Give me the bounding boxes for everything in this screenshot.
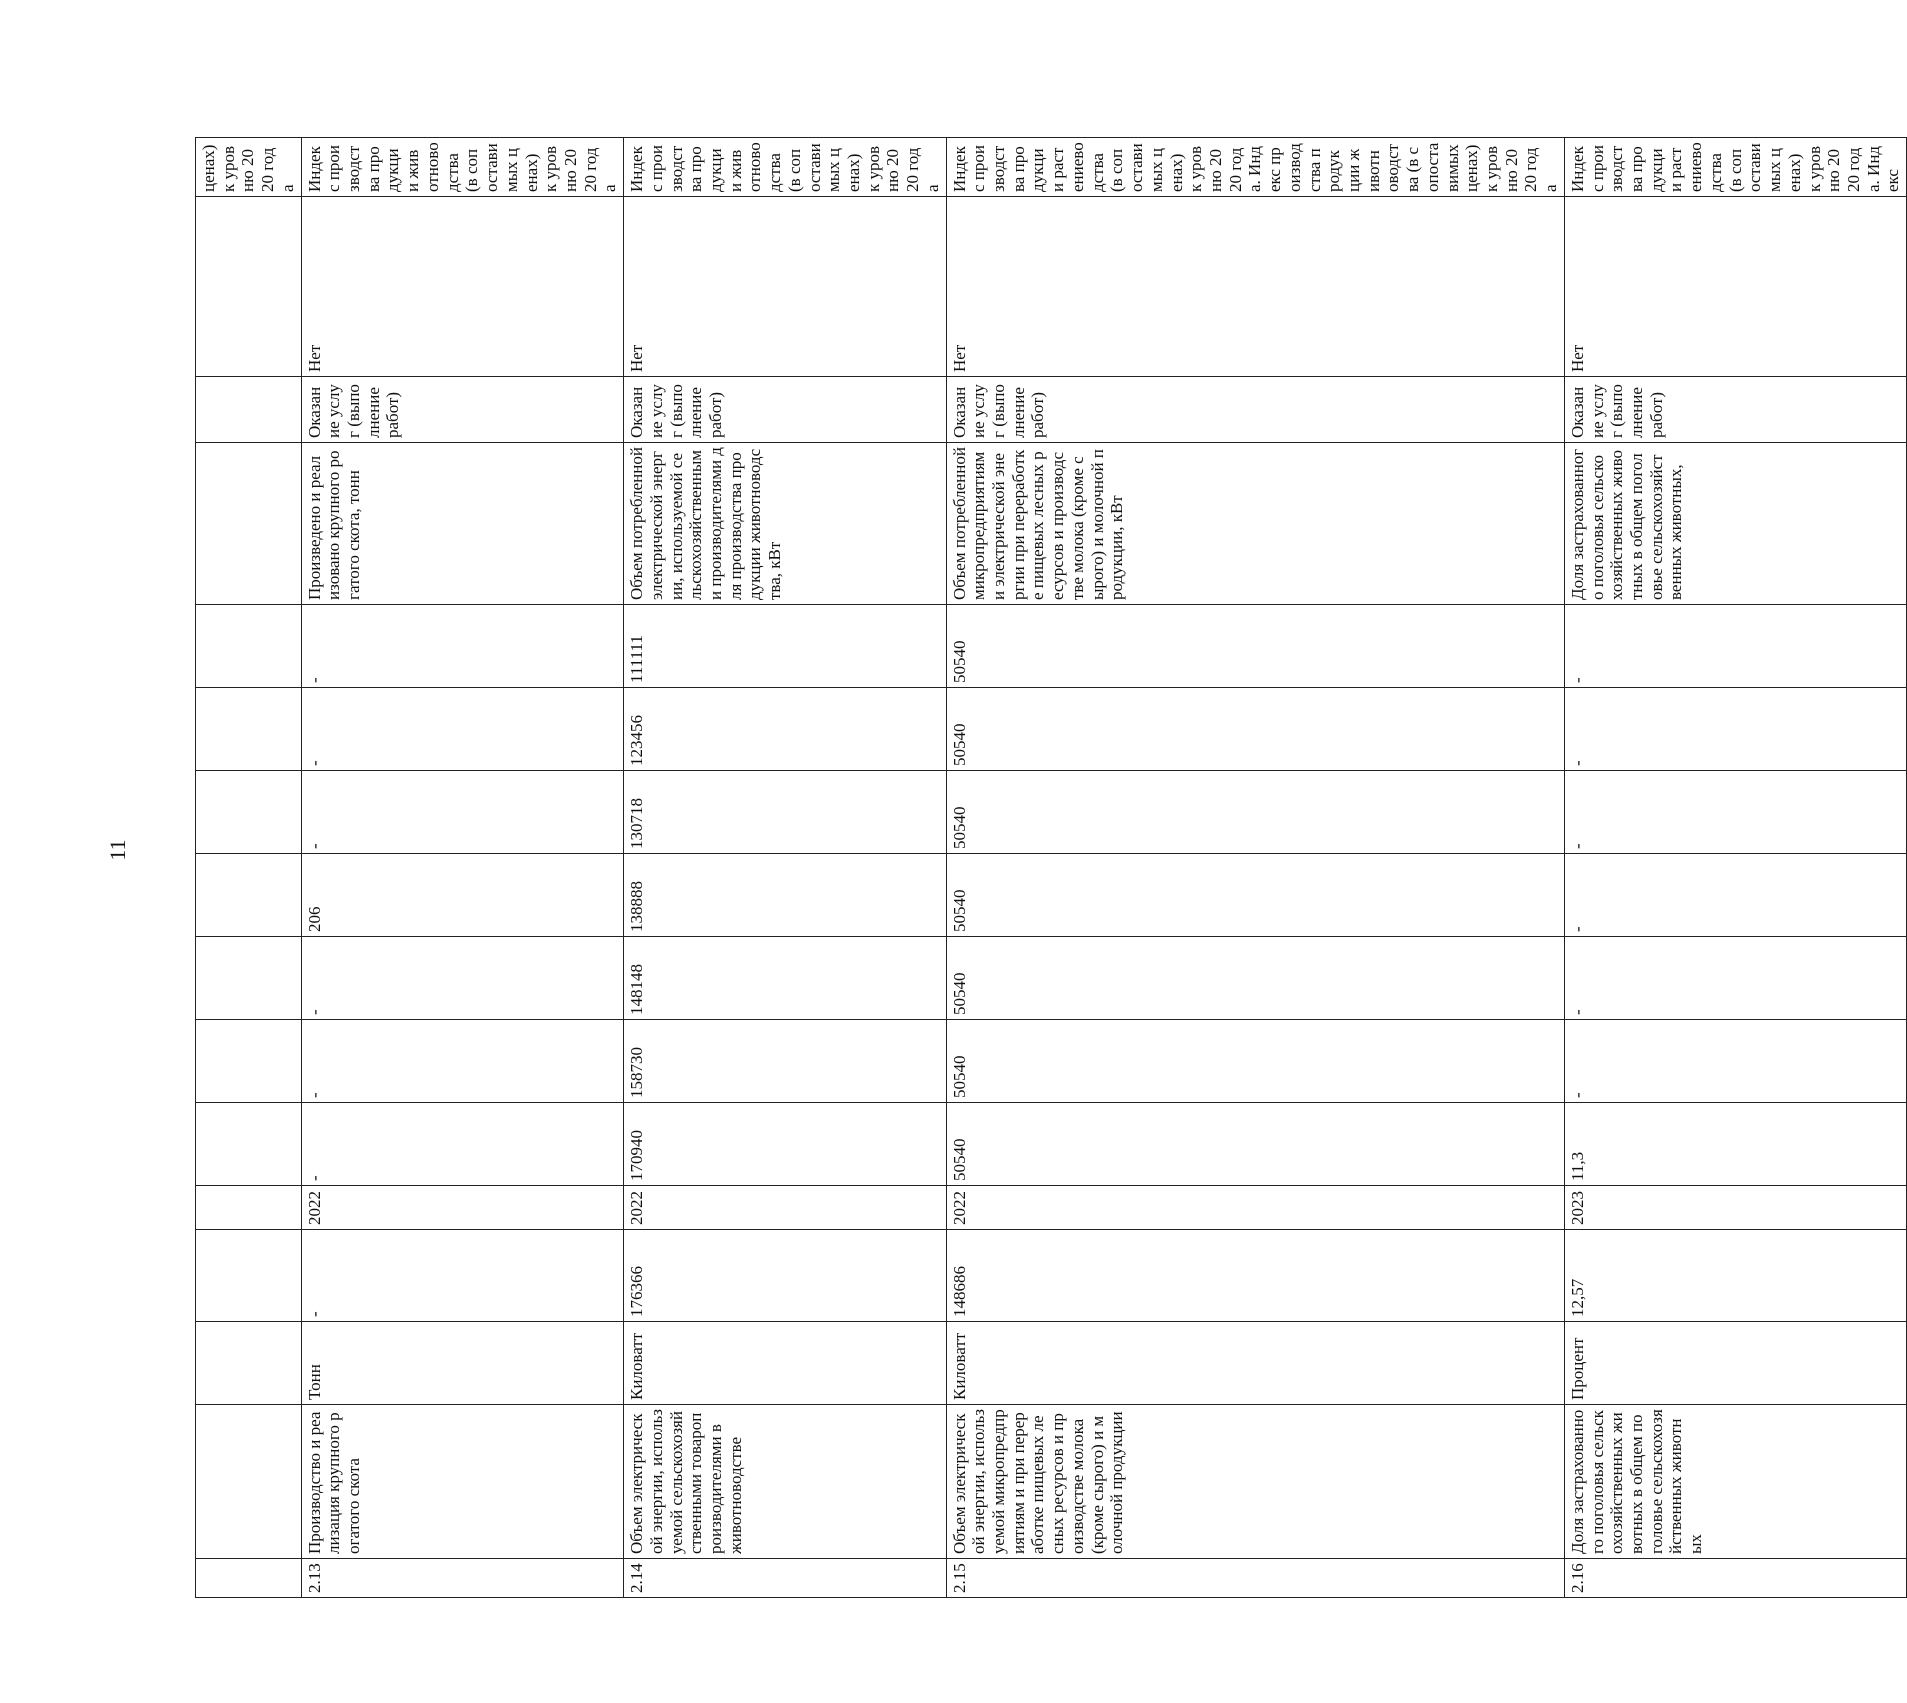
cell-result: Доля застрахованного поголовья сельскохозяйственных животных в общем поголовье сельскохозяйственных животных, (1564, 443, 1906, 605)
cell-value: 11,3 (1564, 1103, 1906, 1186)
cell-unit: Процент (1564, 1322, 1906, 1405)
cell-value: 123456 (624, 688, 947, 771)
cell-value: - (301, 937, 624, 1020)
cell-value: 148148 (624, 937, 947, 1020)
cell-value: 138888 (624, 854, 947, 937)
table-row (624, 138, 947, 1598)
cell-base-value: - (301, 1230, 624, 1322)
cell-empty (196, 377, 302, 443)
cell-empty (196, 1186, 302, 1230)
cell-number: 2.16 (1564, 1559, 1906, 1598)
table-row (946, 138, 1564, 1598)
cell-value: 206 (301, 854, 624, 937)
cell-value: - (301, 1103, 624, 1186)
cell-value: 50540 (946, 605, 1564, 688)
cell-type: Оказание услуг (выполнение работ) (1564, 377, 1906, 443)
cell-flag: Нет (301, 197, 624, 377)
cell-name: Объем электрической энергии, используемой сельскохозяйственными товаропроизводителями в животноводстве (624, 1405, 947, 1559)
cell-result: Произведено и реализовано крупного рогатого скота, тонн (301, 443, 624, 605)
cell-empty (196, 937, 302, 1020)
cell-base-year: 2022 (301, 1186, 624, 1230)
cell-indicator: Индекс производства продукции растениеводства (в сопоставимых ценах) к уровню 2020 года. Индекс (1564, 138, 1906, 197)
cell-number: 2.13 (301, 1559, 624, 1598)
cell-value: 111111 (624, 605, 947, 688)
cell-empty (196, 1103, 302, 1186)
cell-indicator: ценах) к уровню 2020 года (196, 138, 302, 197)
cell-base-year: 2022 (624, 1186, 947, 1230)
cell-value: 50540 (946, 1103, 1564, 1186)
cell-indicator: Индекс производства продукции растениеводства (в сопоставимых ценах) к уровню 2020 года. Индекс производства продукции животноводства (в сопоставимых ценах) к уровню 2020 года (946, 138, 1564, 197)
page-number: 11 (105, 839, 130, 861)
cell-value: 50540 (946, 1020, 1564, 1103)
rotated-table-wrapper (195, 142, 1903, 1598)
cell-base-year: 2022 (946, 1186, 1564, 1230)
indicators-table (195, 137, 1907, 1598)
cell-empty (196, 443, 302, 605)
cell-value: - (301, 688, 624, 771)
cell-type: Оказание услуг (выполнение работ) (624, 377, 947, 443)
cell-value: 158730 (624, 1020, 947, 1103)
table-row-continuation (196, 138, 302, 1598)
cell-value: - (1564, 605, 1906, 688)
cell-result: Объем потребленной электрической энергии, используемой сельскохозяйственными производителями для производства продукции животноводства, кВт (624, 443, 947, 605)
cell-value: - (1564, 937, 1906, 1020)
cell-base-value: 148686 (946, 1230, 1564, 1322)
cell-unit: Тонн (301, 1322, 624, 1405)
cell-flag: Нет (946, 197, 1564, 377)
cell-indicator: Индекс производства продукции животноводства (в сопоставимых ценах) к уровню 2020 года (624, 138, 947, 197)
cell-number: 2.15 (946, 1559, 1564, 1598)
cell-number: 2.14 (624, 1559, 947, 1598)
cell-value: - (301, 605, 624, 688)
cell-empty (196, 854, 302, 937)
table-row (301, 138, 624, 1598)
cell-value: 50540 (946, 771, 1564, 854)
cell-base-year: 2023 (1564, 1186, 1906, 1230)
cell-base-value: 12,57 (1564, 1230, 1906, 1322)
cell-unit: Киловатт (946, 1322, 1564, 1405)
cell-value: - (301, 771, 624, 854)
cell-empty (196, 771, 302, 854)
cell-empty (196, 197, 302, 377)
cell-empty (196, 1559, 302, 1598)
cell-type: Оказание услуг (выполнение работ) (946, 377, 1564, 443)
cell-value: 50540 (946, 854, 1564, 937)
cell-indicator: Индекс производства продукции животноводства (в сопоставимых ценах) к уровню 2020 года (301, 138, 624, 197)
cell-value: - (301, 1020, 624, 1103)
cell-unit: Киловатт (624, 1322, 947, 1405)
cell-empty (196, 1322, 302, 1405)
cell-value: 170940 (624, 1103, 947, 1186)
cell-value: - (1564, 688, 1906, 771)
cell-value: 130718 (624, 771, 947, 854)
cell-empty (196, 605, 302, 688)
cell-value: 50540 (946, 688, 1564, 771)
cell-type: Оказание услуг (выполнение работ) (301, 377, 624, 443)
cell-flag: Нет (1564, 197, 1906, 377)
cell-result: Объем потребленной микропредприятиями электрической энергии при переработке пищевых лесных ресурсов и производстве молока (кроме сырого) и молочной продукции, кВт (946, 443, 1564, 605)
cell-empty (196, 1020, 302, 1103)
cell-value: - (1564, 1020, 1906, 1103)
cell-value: 50540 (946, 937, 1564, 1020)
cell-flag: Нет (624, 197, 947, 377)
cell-empty (196, 1230, 302, 1322)
cell-empty (196, 1405, 302, 1559)
cell-name: Объем электрической энергии, используемой микропредприятиям и при переработке пищевых лесных ресурсов и производстве молока (кроме сырого) и молочной продукции (946, 1405, 1564, 1559)
cell-name: Производство и реализация крупного рогатого скота (301, 1405, 624, 1559)
cell-value: - (1564, 854, 1906, 937)
cell-empty (196, 688, 302, 771)
table-row (1564, 138, 1906, 1598)
cell-base-value: 176366 (624, 1230, 947, 1322)
cell-value: - (1564, 771, 1906, 854)
cell-name: Доля застрахованного поголовья сельскохозяйственных животных в общем поголовье сельскохозяйственных животных (1564, 1405, 1906, 1559)
